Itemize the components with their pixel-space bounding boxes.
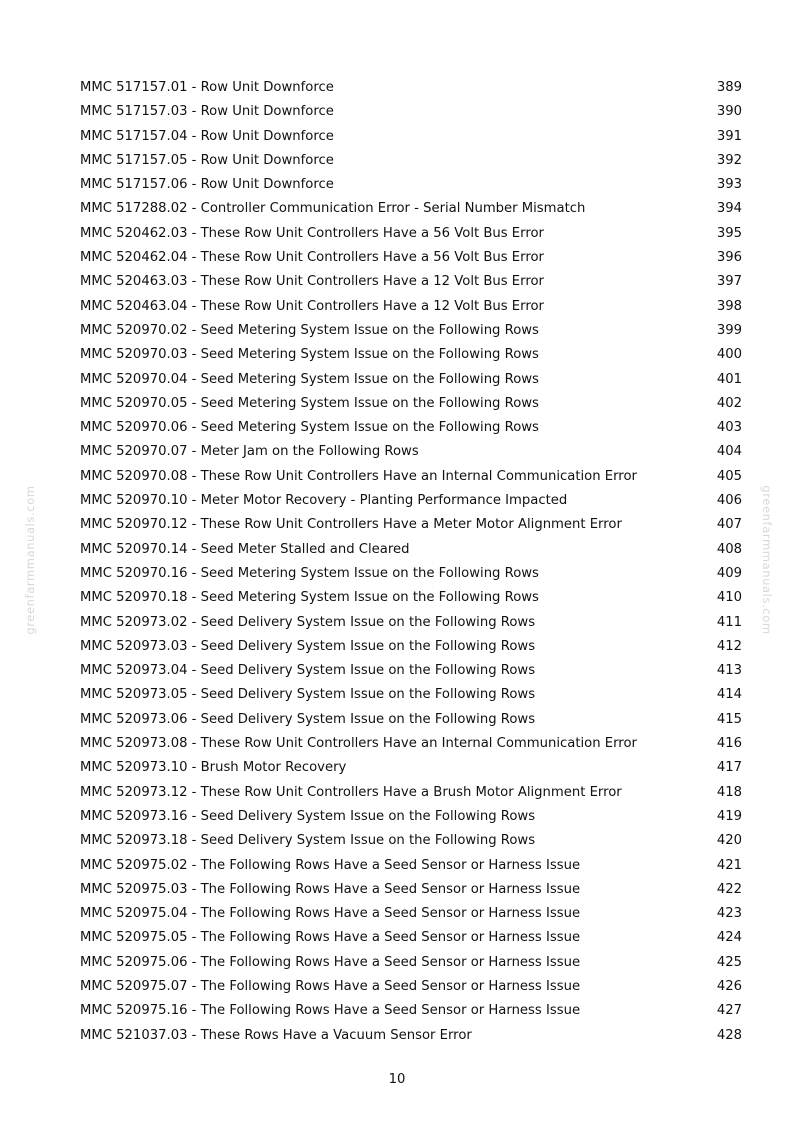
toc-entry[interactable] (80, 659, 742, 683)
toc-entry[interactable] (80, 732, 742, 756)
toc-entry-page: 428 (716, 1027, 742, 1043)
toc-entry[interactable] (80, 805, 742, 829)
toc-entry[interactable] (80, 951, 742, 975)
toc-entry-page: 409 (716, 565, 742, 581)
toc-entry[interactable] (80, 489, 742, 513)
toc-entry-page: 389 (716, 80, 742, 95)
toc-entry-page: 421 (716, 857, 742, 873)
toc-entry-title: MMC 520970.12 - These Row Unit Controllers Have a Meter Motor Alignment Error (80, 517, 622, 533)
toc-entry-page: 419 (716, 808, 742, 824)
toc-entry-title: MMC 520970.14 - Seed Meter Stalled and Cleared (80, 541, 410, 557)
toc-entry-title: MMC 517157.03 - Row Unit Downforce (80, 104, 334, 120)
toc-entry[interactable] (80, 270, 742, 294)
toc-entry[interactable] (80, 343, 742, 367)
toc-entry-title: MMC 520970.04 - Seed Metering System Issue on the Following Rows (80, 371, 539, 387)
toc-entry[interactable] (80, 197, 742, 221)
toc-entry-title: MMC 517288.02 - Controller Communication Error - Serial Number Mismatch (80, 201, 586, 217)
toc-entry-title: MMC 520970.10 - Meter Motor Recovery - Planting Performance Impacted (80, 493, 568, 509)
toc-entry[interactable] (80, 611, 742, 635)
toc-entry[interactable] (80, 76, 742, 100)
toc-entry-page: 395 (716, 225, 742, 241)
toc-entry-page: 414 (716, 687, 742, 703)
toc-entry-page: 399 (716, 322, 742, 338)
toc-entry[interactable] (80, 926, 742, 950)
toc-entry[interactable] (80, 878, 742, 902)
toc-entry[interactable] (80, 975, 742, 999)
toc-entry-page: 404 (716, 444, 742, 460)
toc-entry-title: MMC 520975.06 - The Following Rows Have a Seed Sensor or Harness Issue (80, 954, 581, 970)
toc-entry-page: 397 (716, 274, 742, 290)
toc-entry[interactable] (80, 416, 742, 440)
toc-entry-title: MMC 517157.01 - Row Unit Downforce (80, 80, 334, 95)
toc-entry-title: MMC 520973.16 - Seed Delivery System Issue on the Following Rows (80, 808, 536, 824)
toc-entry-title: MMC 517157.04 - Row Unit Downforce (80, 128, 334, 144)
toc-entry-page: 394 (716, 201, 742, 217)
page-number: 10 (388, 1072, 406, 1087)
toc-entry[interactable] (80, 562, 742, 586)
toc-entry-title: MMC 520463.03 - These Row Unit Controllers Have a 12 Volt Bus Error (80, 274, 544, 290)
toc-entry-page: 396 (716, 250, 742, 266)
toc-entry-page: 398 (716, 298, 742, 314)
toc-entry-page: 422 (716, 881, 742, 897)
toc-entry-page: 400 (716, 347, 742, 363)
toc-entry[interactable] (80, 829, 742, 853)
toc-entry-page: 392 (716, 152, 742, 168)
toc-entry[interactable] (80, 125, 742, 149)
toc-entry[interactable] (80, 781, 742, 805)
toc-entry-page: 426 (716, 978, 742, 994)
toc-entry[interactable] (80, 319, 742, 343)
toc-entry-page: 412 (716, 638, 742, 654)
toc-entry[interactable] (80, 246, 742, 270)
toc-entry[interactable] (80, 149, 742, 173)
watermark-left: greenfarmmanuals.com (23, 485, 37, 635)
toc-entry[interactable] (80, 513, 742, 537)
toc-entry-page: 411 (716, 614, 742, 630)
toc-entry[interactable] (80, 999, 742, 1023)
toc-entry[interactable] (80, 538, 742, 562)
toc-entry-title: MMC 520973.04 - Seed Delivery System Issue on the Following Rows (80, 663, 536, 679)
toc-entry-page: 423 (716, 906, 742, 922)
toc-entry-page: 418 (716, 784, 742, 800)
toc-entry-page: 415 (716, 711, 742, 727)
watermark-right: greenfarmmanuals.com (760, 485, 774, 635)
toc-entry-page: 416 (716, 736, 742, 752)
toc-entry-title: MMC 520970.02 - Seed Metering System Issue on the Following Rows (80, 322, 539, 338)
toc-entry-title: MMC 521037.03 - These Rows Have a Vacuum Sensor Error (80, 1027, 472, 1043)
toc-entry[interactable] (80, 708, 742, 732)
toc-entry-title: MMC 520975.05 - The Following Rows Have a Seed Sensor or Harness Issue (80, 930, 581, 946)
toc-entry-page: 401 (716, 371, 742, 387)
toc-entry-page: 408 (716, 541, 742, 557)
table-of-contents (80, 76, 742, 1048)
toc-entry-title: MMC 520975.03 - The Following Rows Have a Seed Sensor or Harness Issue (80, 881, 581, 897)
toc-entry-title: MMC 520975.16 - The Following Rows Have a Seed Sensor or Harness Issue (80, 1003, 581, 1019)
toc-entry-title: MMC 520973.10 - Brush Motor Recovery (80, 760, 347, 776)
toc-entry-page: 393 (716, 177, 742, 193)
toc-entry-title: MMC 520973.12 - These Row Unit Controllers Have a Brush Motor Alignment Error (80, 784, 622, 800)
toc-entry-title: MMC 520973.03 - Seed Delivery System Issue on the Following Rows (80, 638, 536, 654)
toc-entry-title: MMC 520970.07 - Meter Jam on the Following Rows (80, 444, 419, 460)
toc-entry-page: 417 (716, 760, 742, 776)
toc-entry-page: 402 (716, 395, 742, 411)
toc-entry-title: MMC 520462.03 - These Row Unit Controllers Have a 56 Volt Bus Error (80, 225, 544, 241)
toc-entry-title: MMC 517157.05 - Row Unit Downforce (80, 152, 334, 168)
toc-entry[interactable] (80, 392, 742, 416)
toc-entry[interactable] (80, 222, 742, 246)
toc-entry[interactable] (80, 635, 742, 659)
toc-entry-page: 420 (716, 833, 742, 849)
toc-entry-page: 413 (716, 663, 742, 679)
toc-entry-title: MMC 520970.08 - These Row Unit Controllers Have an Internal Communication Error (80, 468, 637, 484)
toc-entry-title: MMC 520463.04 - These Row Unit Controllers Have a 12 Volt Bus Error (80, 298, 544, 314)
toc-entry[interactable] (80, 100, 742, 124)
toc-entry-title: MMC 520973.06 - Seed Delivery System Issue on the Following Rows (80, 711, 536, 727)
toc-entry-page: 407 (716, 517, 742, 533)
toc-entry-title: MMC 517157.06 - Row Unit Downforce (80, 177, 334, 193)
toc-entry-title: MMC 520970.03 - Seed Metering System Issue on the Following Rows (80, 347, 539, 363)
toc-entry-title: MMC 520970.16 - Seed Metering System Issue on the Following Rows (80, 565, 539, 581)
toc-entry[interactable] (80, 756, 742, 780)
toc-entry-title: MMC 520975.04 - The Following Rows Have a Seed Sensor or Harness Issue (80, 906, 581, 922)
toc-entry-page: 424 (716, 930, 742, 946)
toc-entry[interactable] (80, 440, 742, 464)
toc-entry-title: MMC 520973.18 - Seed Delivery System Issue on the Following Rows (80, 833, 536, 849)
toc-entry-title: MMC 520462.04 - These Row Unit Controllers Have a 56 Volt Bus Error (80, 250, 544, 266)
toc-entry[interactable] (80, 368, 742, 392)
toc-entry-page: 391 (716, 128, 742, 144)
toc-entry[interactable] (80, 1024, 742, 1048)
toc-entry[interactable] (80, 173, 742, 197)
toc-entry-title: MMC 520970.18 - Seed Metering System Issue on the Following Rows (80, 590, 539, 606)
toc-entry-title: MMC 520970.06 - Seed Metering System Issue on the Following Rows (80, 420, 539, 436)
toc-entry-page: 390 (716, 104, 742, 120)
toc-entry-title: MMC 520975.02 - The Following Rows Have a Seed Sensor or Harness Issue (80, 857, 581, 873)
toc-entry[interactable] (80, 854, 742, 878)
toc-entry-page: 425 (716, 954, 742, 970)
toc-entry-title: MMC 520970.05 - Seed Metering System Issue on the Following Rows (80, 395, 539, 411)
toc-entry-title: MMC 520973.05 - Seed Delivery System Issue on the Following Rows (80, 687, 536, 703)
toc-entry-title: MMC 520975.07 - The Following Rows Have a Seed Sensor or Harness Issue (80, 978, 581, 994)
toc-entry-page: 410 (716, 590, 742, 606)
toc-entry-page: 406 (716, 493, 742, 509)
toc-entry-page: 403 (716, 420, 742, 436)
toc-entry-page: 427 (716, 1003, 742, 1019)
toc-entry[interactable] (80, 465, 742, 489)
toc-entry-title: MMC 520973.02 - Seed Delivery System Issue on the Following Rows (80, 614, 536, 630)
toc-entry[interactable] (80, 902, 742, 926)
toc-entry[interactable] (80, 683, 742, 707)
toc-entry[interactable] (80, 586, 742, 610)
toc-entry[interactable] (80, 295, 742, 319)
toc-entry-title: MMC 520973.08 - These Row Unit Controllers Have an Internal Communication Error (80, 736, 637, 752)
toc-entry-page: 405 (716, 468, 742, 484)
